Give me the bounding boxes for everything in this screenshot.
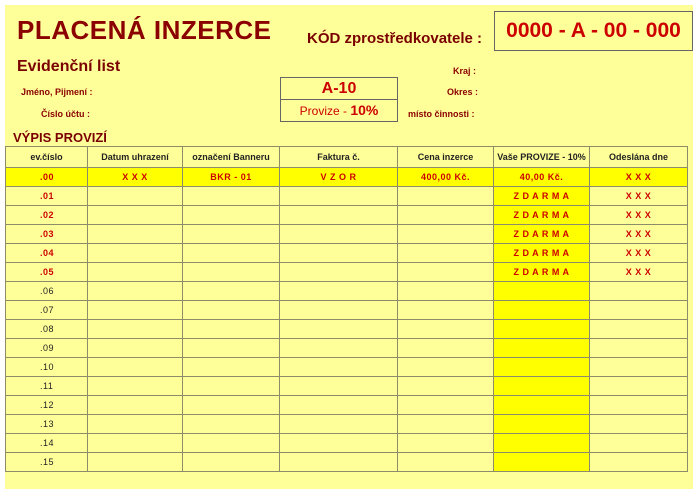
table-cell[interactable]	[183, 320, 280, 339]
table-cell[interactable]: X X X	[88, 168, 183, 187]
table-cell[interactable]	[280, 206, 398, 225]
jmeno-label: Jméno, Pijmení :	[21, 87, 93, 97]
row-number-cell: .14	[6, 434, 88, 453]
table-cell[interactable]	[183, 187, 280, 206]
table-cell[interactable]	[280, 301, 398, 320]
table-row	[6, 415, 688, 434]
table-cell[interactable]	[398, 225, 494, 244]
table-cell[interactable]	[88, 453, 183, 472]
table-cell[interactable]	[590, 396, 688, 415]
table-row	[6, 301, 688, 320]
table-cell[interactable]	[494, 453, 590, 472]
table-cell[interactable]: Z D A R M A	[494, 244, 590, 263]
table-cell[interactable]	[280, 244, 398, 263]
table-cell[interactable]: X X X	[590, 225, 688, 244]
table-cell[interactable]	[280, 339, 398, 358]
row-number-cell: .00	[6, 168, 88, 187]
table-cell[interactable]	[494, 282, 590, 301]
table-cell[interactable]: X X X	[590, 244, 688, 263]
row-number-cell: .03	[6, 225, 88, 244]
table-cell[interactable]	[494, 339, 590, 358]
inzerce-sheet	[5, 5, 693, 489]
table-cell[interactable]	[183, 244, 280, 263]
table-cell[interactable]	[590, 282, 688, 301]
col-header-faktura: Faktura č.	[280, 147, 398, 168]
table-cell[interactable]	[280, 434, 398, 453]
table-row	[6, 244, 688, 263]
table-cell[interactable]	[183, 453, 280, 472]
table-cell[interactable]	[398, 263, 494, 282]
table-cell[interactable]: Z D A R M A	[494, 225, 590, 244]
table-row	[6, 206, 688, 225]
table-body	[6, 168, 688, 472]
col-header-banner: označení Banneru	[183, 147, 280, 168]
code-box: A-10	[280, 77, 398, 100]
table-cell[interactable]: X X X	[590, 187, 688, 206]
table-cell[interactable]	[494, 434, 590, 453]
table-cell[interactable]	[183, 396, 280, 415]
table-cell[interactable]: X X X	[590, 168, 688, 187]
table-cell[interactable]	[88, 282, 183, 301]
table-cell[interactable]	[280, 187, 398, 206]
table-cell[interactable]: BKR - 01	[183, 168, 280, 187]
table-row	[6, 225, 688, 244]
row-number-cell: .04	[6, 244, 88, 263]
table-cell[interactable]	[88, 225, 183, 244]
row-number-cell: .13	[6, 415, 88, 434]
table-cell[interactable]	[494, 320, 590, 339]
kod-label: KÓD zprostředkovatele :	[307, 30, 483, 47]
table-row	[6, 282, 688, 301]
table-cell[interactable]	[280, 320, 398, 339]
table-cell[interactable]	[494, 396, 590, 415]
row-number-cell: .09	[6, 339, 88, 358]
table-row	[6, 434, 688, 453]
table-cell[interactable]	[398, 453, 494, 472]
row-number-cell: .12	[6, 396, 88, 415]
cislo-uctu-label: Číslo účtu :	[41, 109, 90, 119]
okres-label: Okres :	[447, 87, 479, 97]
table-cell[interactable]	[494, 377, 590, 396]
table-cell[interactable]: X X X	[590, 206, 688, 225]
table-row	[6, 263, 688, 282]
table-cell[interactable]	[88, 320, 183, 339]
row-number-cell: .01	[6, 187, 88, 206]
table-cell[interactable]	[183, 358, 280, 377]
table-cell[interactable]	[88, 206, 183, 225]
provize-label: Provize -	[299, 104, 351, 118]
row-number-cell: .10	[6, 358, 88, 377]
table-cell[interactable]	[494, 358, 590, 377]
table-cell[interactable]	[183, 415, 280, 434]
table-cell[interactable]	[398, 206, 494, 225]
table-cell[interactable]	[590, 434, 688, 453]
table-cell[interactable]: V Z O R	[280, 168, 398, 187]
table-cell[interactable]	[183, 434, 280, 453]
table-cell[interactable]	[88, 358, 183, 377]
table-cell[interactable]	[88, 339, 183, 358]
table-cell[interactable]	[280, 396, 398, 415]
table-cell[interactable]	[183, 301, 280, 320]
table-row	[6, 168, 688, 187]
table-cell[interactable]	[590, 453, 688, 472]
table-cell[interactable]	[88, 244, 183, 263]
evidencni-list-heading: Evidenční list	[17, 58, 121, 75]
table-cell[interactable]	[88, 377, 183, 396]
table-row	[6, 453, 688, 472]
table-row	[6, 187, 688, 206]
table-cell[interactable]: Z D A R M A	[494, 263, 590, 282]
table-cell[interactable]	[398, 187, 494, 206]
table-cell[interactable]	[88, 187, 183, 206]
table-cell[interactable]	[280, 282, 398, 301]
row-number-cell: .02	[6, 206, 88, 225]
table-cell[interactable]: Z D A R M A	[494, 206, 590, 225]
table-cell[interactable]	[280, 263, 398, 282]
table-row	[6, 320, 688, 339]
table-cell[interactable]	[280, 453, 398, 472]
table-row	[6, 358, 688, 377]
table-cell[interactable]: Z D A R M A	[494, 187, 590, 206]
table-cell[interactable]	[280, 377, 398, 396]
row-number-cell: .06	[6, 282, 88, 301]
table-cell[interactable]	[398, 320, 494, 339]
table-cell[interactable]	[590, 358, 688, 377]
kod-value: 0000 - A - 00 - 000	[506, 19, 681, 42]
table-cell[interactable]	[398, 339, 494, 358]
col-header-datum: Datum uhrazení	[88, 147, 183, 168]
kraj-label: Kraj :	[453, 66, 477, 76]
table-cell[interactable]	[590, 301, 688, 320]
row-number-cell: .05	[6, 263, 88, 282]
vypis-provizi-heading: VÝPIS PROVIZÍ	[13, 130, 107, 145]
provize-table	[5, 146, 688, 472]
row-number-cell: .08	[6, 320, 88, 339]
table-cell[interactable]	[398, 244, 494, 263]
row-number-cell: .11	[6, 377, 88, 396]
table-cell[interactable]	[398, 396, 494, 415]
col-header-odeslana: Odeslána dne	[590, 147, 688, 168]
table-cell[interactable]	[183, 377, 280, 396]
table-cell[interactable]: X X X	[590, 263, 688, 282]
table-cell[interactable]	[88, 263, 183, 282]
provize-table-container	[5, 146, 693, 472]
table-cell[interactable]	[88, 434, 183, 453]
table-cell[interactable]	[183, 263, 280, 282]
page-title: PLACENÁ INZERCE	[17, 15, 272, 45]
table-cell[interactable]	[183, 225, 280, 244]
table-cell[interactable]	[88, 301, 183, 320]
table-cell[interactable]	[398, 434, 494, 453]
table-cell[interactable]	[398, 377, 494, 396]
table-cell[interactable]	[280, 225, 398, 244]
table-cell[interactable]	[590, 320, 688, 339]
table-cell[interactable]	[398, 301, 494, 320]
table-cell[interactable]	[88, 415, 183, 434]
table-cell[interactable]	[183, 282, 280, 301]
table-cell[interactable]	[183, 339, 280, 358]
table-row	[6, 396, 688, 415]
table-cell[interactable]	[280, 415, 398, 434]
misto-cinnosti-label: místo činnosti :	[408, 109, 475, 119]
provize-box	[280, 100, 398, 122]
table-cell[interactable]	[590, 415, 688, 434]
row-number-cell: .15	[6, 453, 88, 472]
table-cell[interactable]	[494, 301, 590, 320]
table-cell[interactable]: 40,00 Kč.	[494, 168, 590, 187]
table-row	[6, 377, 688, 396]
table-cell[interactable]	[590, 377, 688, 396]
table-row	[6, 339, 688, 358]
table-header-row	[6, 147, 688, 168]
col-header-ev-cislo: ev.číslo	[6, 147, 88, 168]
table-cell[interactable]	[494, 415, 590, 434]
table-cell[interactable]	[590, 339, 688, 358]
table-cell[interactable]	[280, 358, 398, 377]
provize-value: 10%	[350, 102, 379, 118]
col-header-provize: Vaše PROVIZE - 10%	[494, 147, 590, 168]
table-cell[interactable]	[398, 358, 494, 377]
table-cell[interactable]	[398, 282, 494, 301]
table-cell[interactable]: 400,00 Kč.	[398, 168, 494, 187]
table-cell[interactable]	[398, 415, 494, 434]
kod-box	[494, 11, 693, 51]
col-header-cena: Cena inzerce	[398, 147, 494, 168]
table-cell[interactable]	[183, 206, 280, 225]
row-number-cell: .07	[6, 301, 88, 320]
table-cell[interactable]	[88, 396, 183, 415]
